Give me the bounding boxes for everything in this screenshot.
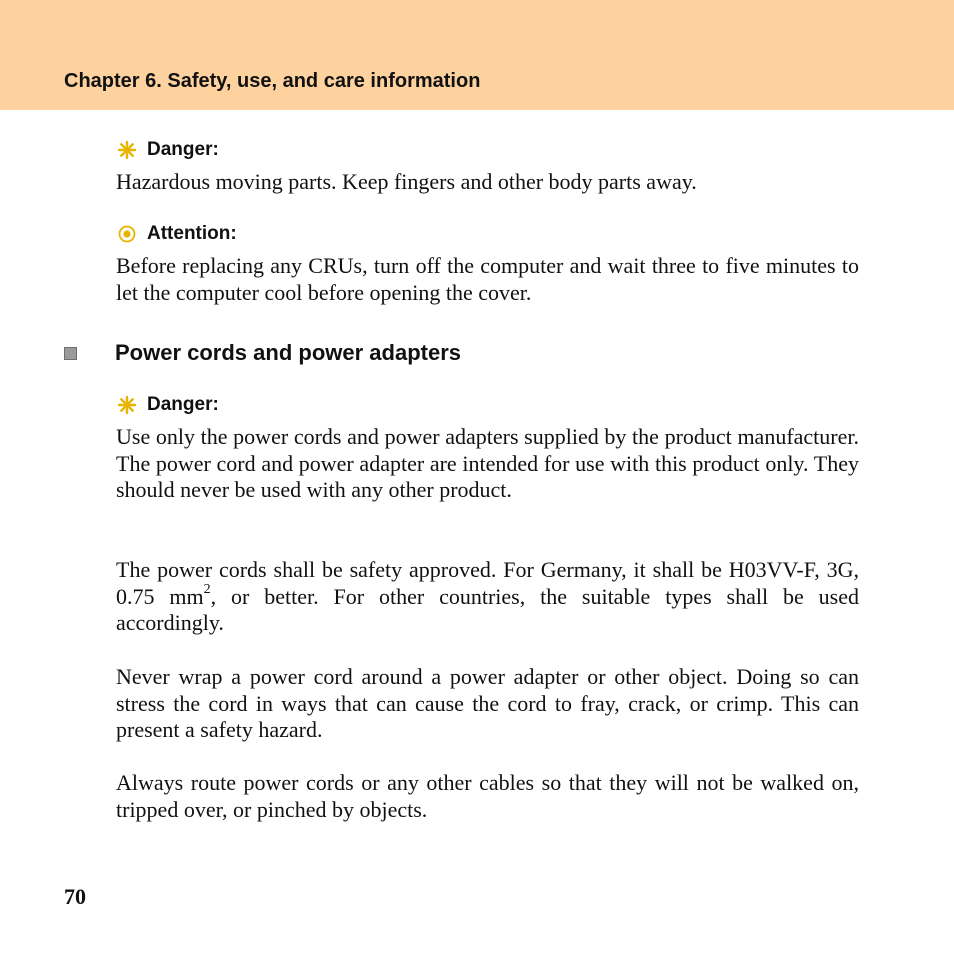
paragraph-route-cords: Always route power cords or any other cables so that they will not be walked on, tripped over, or pinched by objects. [116,770,859,822]
section-danger-notice-label [117,394,219,416]
attention-icon [117,224,137,244]
section-heading-text: Power cords and power adapters [115,340,461,365]
section-heading [64,340,461,366]
chapter-header-band [0,0,954,110]
attention-text: Before replacing any CRUs, turn off the computer and wait three to five minutes to let the computer cool before opening the cover. [116,253,859,305]
section-danger-label: Danger: [147,394,219,415]
square-bullet-icon [64,347,77,360]
paragraph-safety-approved-text-end: , or better. For other countries, the suitable types shall be used accordingly. [116,583,859,635]
danger-notice-label [117,139,219,161]
paragraph-safety-approved-text: The power cords shall be safety approved. For Germany, it shall be H03VV-F, 3G, 0.75 mm [116,557,859,609]
danger-label: Danger: [147,139,219,160]
paragraph-power-cords-supplied: Use only the power cords and power adapters supplied by the product manufacturer. The power cord and power adapter are intended for use with this product only. They should never be used with any other product. [116,424,859,502]
page-number: 70 [64,884,86,909]
danger-text: Hazardous moving parts. Keep fingers and other body parts away. [116,169,697,194]
danger-icon [117,140,137,160]
superscript-two: 2 [203,582,211,598]
chapter-title: Chapter 6. Safety, use, and care information [64,70,481,92]
paragraph-safety-approved [116,557,859,637]
danger-icon [117,395,137,415]
attention-label: Attention: [147,223,237,244]
paragraph-never-wrap: Never wrap a power cord around a power adapter or other object. Doing so can stress the cord in ways that can cause the cord to fray, crack, or crimp. This can present a safety hazard. [116,664,859,742]
attention-notice-label [117,223,237,245]
